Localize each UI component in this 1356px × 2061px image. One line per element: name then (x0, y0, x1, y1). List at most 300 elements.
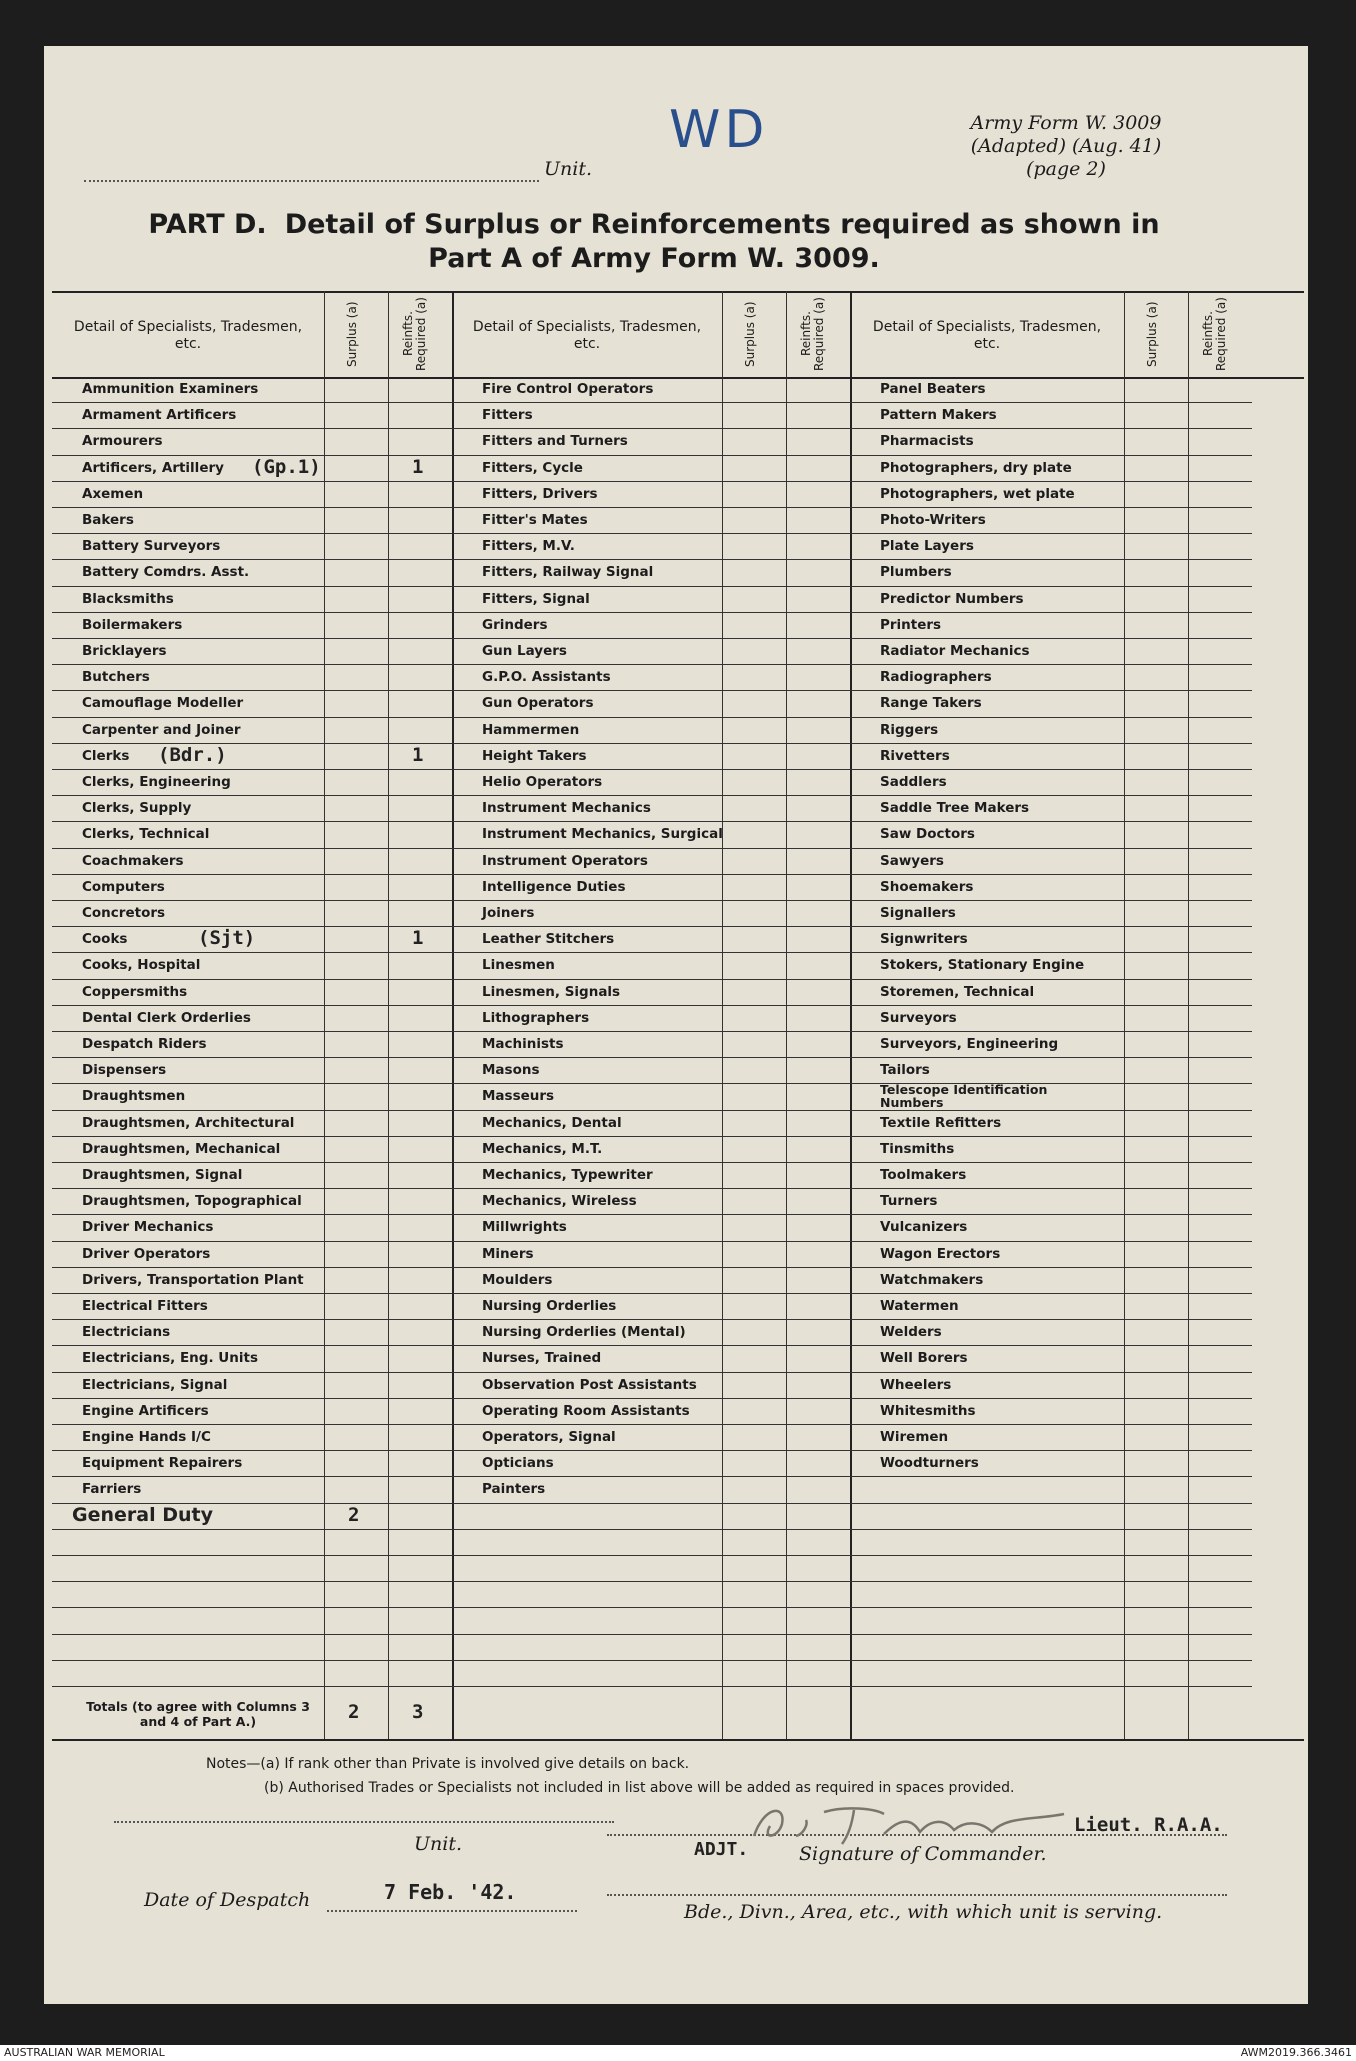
totals-reinfts: 3 (412, 1701, 424, 1723)
table-row (850, 1530, 1252, 1556)
table-row (452, 691, 850, 717)
table-row (452, 1530, 850, 1556)
totals-surplus: 2 (348, 1701, 360, 1723)
row-label: Saw Doctors (880, 826, 975, 843)
table-row (52, 1477, 452, 1503)
row-label: Photographers, wet plate (880, 485, 1075, 502)
table-bottom-rule (52, 1739, 1304, 1741)
row-label: Shoemakers (880, 878, 974, 895)
table-row (452, 1111, 850, 1137)
table-row (52, 1215, 452, 1241)
row-label: Bakers (82, 512, 134, 528)
row-label: Linesmen, Signals (482, 983, 621, 1000)
row-label: Panel Beaters (880, 381, 986, 397)
table-row (850, 613, 1252, 639)
row-label: Pattern Makers (880, 407, 997, 424)
row-label: Nurses, Trained (482, 1350, 602, 1367)
reinfts-value: 1 (412, 743, 424, 766)
row-label: Clerks, Engineering (82, 774, 231, 790)
adjt-stamp: ADJT. (694, 1839, 749, 1860)
row-label: Dispensers (82, 1062, 167, 1079)
unit-label: Unit. (544, 158, 593, 180)
row-label: Blacksmiths (82, 590, 174, 607)
table-row (452, 718, 850, 744)
row-label: Electricians, Signal (82, 1376, 228, 1393)
row-label: Grinders (482, 616, 548, 633)
table-row (452, 1451, 850, 1477)
row-label: Fitters, Railway Signal (482, 564, 654, 581)
row-label: Farriers (82, 1481, 142, 1498)
table-row (452, 1084, 850, 1110)
row-label: Fitter's Mates (482, 512, 588, 528)
row-label: Riggers (880, 721, 939, 738)
table-row (52, 1111, 452, 1137)
row-label: Electricians (82, 1324, 171, 1341)
table-row (52, 901, 452, 927)
table-row (850, 639, 1252, 665)
row-label: Surveyors, Engineering (880, 1036, 1059, 1052)
row-label: Storemen, Technical (880, 983, 1035, 1000)
table-row (850, 508, 1252, 534)
row-label: Watermen (880, 1298, 959, 1314)
footer-unit-label: Unit. (414, 1833, 463, 1855)
table-row (52, 456, 452, 482)
row-label: Signwriters (880, 931, 968, 948)
table-row (52, 1451, 452, 1477)
table-row (52, 1635, 452, 1661)
table-row (850, 403, 1252, 429)
date-label: Date of Despatch (144, 1889, 311, 1911)
detail-header: Detail of Specialists, Tradesmen, etc. (472, 319, 702, 352)
table-row (452, 403, 850, 429)
table-row (52, 639, 452, 665)
surplus-header: Surplus (a) (743, 301, 757, 367)
rank-note: (Bdr.) (158, 743, 227, 766)
table-row (452, 613, 850, 639)
table-row (52, 1084, 452, 1110)
row-label: Fire Control Operators (482, 381, 654, 397)
date-value: 7 Feb. '42. (384, 1880, 517, 1904)
row-label: Turners (880, 1193, 938, 1210)
row-label: Lithographers (482, 1009, 590, 1026)
row-label: Whitesmiths (880, 1402, 976, 1419)
table-row (452, 1582, 850, 1608)
table-row (52, 718, 452, 744)
form-ref-line: (page 2) (1026, 158, 1106, 180)
table-row (452, 1556, 850, 1582)
credit-bar (0, 2045, 1356, 2061)
table-row (850, 953, 1252, 979)
totals-label: Totals (to agree with Columns 3 and 4 of Part A.) (86, 1699, 310, 1729)
row-label: Fitters and Turners (482, 433, 628, 450)
title-line1: Detail of Surplus or Reinforcements required as shown in (284, 209, 1160, 240)
table-row (850, 1477, 1252, 1503)
row-label: Clerks (82, 747, 130, 764)
table-row (850, 1582, 1252, 1608)
table-row (452, 429, 850, 455)
table-row (850, 482, 1252, 508)
row-label: Mechanics, Dental (482, 1114, 622, 1131)
bde-label: Bde., Divn., Area, etc., with which unit is serving. (684, 1901, 1163, 1923)
row-label: Painters (482, 1481, 546, 1498)
table-row (52, 770, 452, 796)
table-row (850, 1189, 1252, 1215)
row-label: Fitters, Signal (482, 590, 590, 607)
table-row (452, 770, 850, 796)
table-row (452, 1608, 850, 1634)
row-label: Machinists (482, 1036, 564, 1052)
row-label: Photographers, dry plate (880, 459, 1072, 476)
form-ref-line: Army Form W. 3009 (970, 112, 1162, 134)
row-label: Instrument Mechanics (482, 800, 651, 817)
table-row (850, 849, 1252, 875)
form-page (44, 46, 1308, 2004)
row-label: Nursing Orderlies (Mental) (482, 1324, 686, 1341)
title-line2: Part A of Army Form W. 3009. (428, 243, 880, 274)
row-label: Wheelers (880, 1376, 952, 1393)
table-row (52, 953, 452, 979)
row-label: Tailors (880, 1062, 930, 1079)
row-label: Height Takers (482, 747, 587, 764)
row-label: Observation Post Assistants (482, 1376, 697, 1393)
reinfts-header: Reinfts. Required (a) (401, 297, 428, 371)
surplus-header: Surplus (a) (1145, 301, 1159, 367)
row-label: Plate Layers (880, 538, 974, 555)
table-row (850, 770, 1252, 796)
form-ref-line: (Adapted) (Aug. 41) (970, 135, 1162, 157)
table-row (52, 1530, 452, 1556)
row-label: Gun Layers (482, 643, 567, 659)
table-row (850, 1032, 1252, 1058)
row-label: Camouflage Modeller (82, 695, 244, 712)
row-label: Battery Comdrs. Asst. (82, 564, 250, 581)
table-row (52, 1242, 452, 1268)
row-label: Stokers, Stationary Engine (880, 957, 1085, 974)
table-row (52, 1582, 452, 1608)
table-row (850, 1084, 1252, 1110)
table-column-group (52, 291, 452, 1739)
table-column-group (850, 291, 1252, 1739)
table-row (452, 1189, 850, 1215)
table-row (452, 1477, 850, 1503)
row-label: Pharmacists (880, 433, 974, 450)
row-label: Carpenter and Joiner (82, 721, 241, 738)
row-label: Cooks, Hospital (82, 957, 201, 974)
row-label: Computers (82, 878, 165, 895)
table-row (452, 1346, 850, 1372)
table-row (452, 1661, 850, 1687)
row-label: Moulders (482, 1271, 553, 1288)
table-row (52, 744, 452, 770)
row-label: Predictor Numbers (880, 590, 1024, 607)
row-label: Printers (880, 616, 942, 633)
table-row (850, 901, 1252, 927)
table-row (52, 1189, 452, 1215)
row-label: General Duty (72, 1503, 213, 1526)
table-row (850, 796, 1252, 822)
row-label: Instrument Operators (482, 852, 648, 869)
table-row (850, 1163, 1252, 1189)
reinfts-header: Reinfts. Required (a) (799, 297, 826, 371)
row-label: Radiator Mechanics (880, 643, 1030, 659)
row-label: Telescope Identification Numbers (880, 1082, 1048, 1111)
row-label: Draughtsmen, Architectural (82, 1114, 295, 1131)
table-row (52, 508, 452, 534)
row-label: Ammunition Examiners (82, 381, 259, 397)
detail-header: Detail of Specialists, Tradesmen, etc. (73, 319, 303, 352)
row-label: Radiographers (880, 669, 992, 686)
row-label: Armament Artificers (82, 407, 237, 424)
table-row (850, 1608, 1252, 1634)
table-row (52, 1399, 452, 1425)
rank-note: (Gp.1) (252, 455, 321, 478)
row-label: Rivetters (880, 747, 950, 764)
table-row (452, 1006, 850, 1032)
title-part: PART D. (148, 209, 267, 240)
table-row (850, 1058, 1252, 1084)
row-label: Driver Operators (82, 1245, 211, 1262)
row-label: Miners (482, 1245, 534, 1262)
row-label: Opticians (482, 1455, 554, 1472)
note-b: (b) Authorised Trades or Specialists not included in list above will be added as required in spaces provided. (264, 1780, 1015, 1796)
table-row (850, 691, 1252, 717)
row-label: Helio Operators (482, 774, 603, 790)
row-label: Axemen (82, 485, 144, 502)
table-column-group (452, 291, 850, 1739)
table-row (52, 1373, 452, 1399)
table-row (52, 665, 452, 691)
row-label: Boilermakers (82, 616, 183, 633)
table-row (850, 1268, 1252, 1294)
row-label: Joiners (482, 905, 535, 921)
table-row (850, 534, 1252, 560)
row-label: Signallers (880, 905, 956, 921)
table-row (452, 927, 850, 953)
rank-note: (Sjt) (198, 927, 256, 950)
row-label: Masseurs (482, 1088, 555, 1105)
table-row (52, 1556, 452, 1582)
table-row (850, 1425, 1252, 1451)
row-label: Leather Stitchers (482, 931, 615, 948)
row-label: Electrical Fitters (82, 1298, 208, 1314)
table-row (452, 1373, 850, 1399)
detail-header: Detail of Specialists, Tradesmen, etc. (872, 319, 1102, 352)
table-row (850, 456, 1252, 482)
row-label: Clerks, Supply (82, 800, 192, 817)
table-row (452, 1268, 850, 1294)
table-row (452, 1137, 850, 1163)
table-row (52, 1504, 452, 1530)
table-row (850, 1504, 1252, 1530)
table-row (452, 560, 850, 586)
table-row (452, 377, 850, 403)
table-row (850, 718, 1252, 744)
table-row (850, 927, 1252, 953)
row-label: Dental Clerk Orderlies (82, 1009, 251, 1026)
table-row (52, 1058, 452, 1084)
table-row (52, 1608, 452, 1634)
table-row (850, 1006, 1252, 1032)
unit-field[interactable] (84, 156, 539, 182)
table-row (452, 1163, 850, 1189)
table-row (52, 560, 452, 586)
row-label: Saddlers (880, 774, 947, 790)
reinfts-value: 1 (412, 455, 424, 478)
row-label: Intelligence Duties (482, 878, 626, 895)
credit-right: AWM2019.366.3461 (1240, 2046, 1352, 2059)
row-label: Vulcanizers (880, 1219, 968, 1236)
credit-left: AUSTRALIAN WAR MEMORIAL (4, 2046, 165, 2059)
row-label: Armourers (82, 433, 163, 450)
table-row (452, 1425, 850, 1451)
table-row (52, 1006, 452, 1032)
table-row (850, 744, 1252, 770)
table-row (452, 1399, 850, 1425)
row-label: Well Borers (880, 1350, 968, 1367)
table-row (850, 1635, 1252, 1661)
row-label: Draughtsmen, Topographical (82, 1193, 302, 1210)
row-label: Driver Mechanics (82, 1219, 214, 1236)
handwritten-mark: WD (669, 100, 769, 160)
table-row (850, 665, 1252, 691)
reinfts-header: Reinfts. Required (a) (1201, 297, 1228, 371)
table-row (452, 822, 850, 848)
bde-field[interactable] (607, 1894, 1227, 1896)
table-row (452, 980, 850, 1006)
row-label: Wiremen (880, 1429, 949, 1445)
row-label: Concretors (82, 905, 166, 921)
table-row (850, 1215, 1252, 1241)
row-label: G.P.O. Assistants (482, 669, 611, 686)
table-row (452, 1215, 850, 1241)
row-label: Surveyors (880, 1009, 957, 1026)
table-row (52, 822, 452, 848)
table-row (52, 691, 452, 717)
row-label: Fitters, Cycle (482, 459, 583, 476)
table-row (850, 429, 1252, 455)
row-label: Instrument Mechanics, Surgical (482, 826, 723, 843)
row-label: Operating Room Assistants (482, 1402, 690, 1419)
table-row (452, 901, 850, 927)
row-label: Fitters, Drivers (482, 485, 598, 502)
row-label: Equipment Repairers (82, 1455, 243, 1472)
table-row (850, 1294, 1252, 1320)
row-label: Mechanics, Typewriter (482, 1167, 653, 1183)
table-row (52, 849, 452, 875)
row-label: Photo-Writers (880, 512, 986, 528)
row-label: Hammermen (482, 721, 580, 738)
row-label: Draughtsmen (82, 1088, 186, 1105)
table-row (452, 875, 850, 901)
table-row (52, 429, 452, 455)
table-row (452, 1294, 850, 1320)
row-label: Tinsmiths (880, 1140, 955, 1157)
row-label: Watchmakers (880, 1271, 984, 1288)
table-row (52, 875, 452, 901)
row-label: Artificers, Artillery (82, 459, 224, 476)
table-row (850, 1373, 1252, 1399)
table-row (452, 1242, 850, 1268)
row-label: Cooks (82, 931, 128, 948)
table-row (850, 1346, 1252, 1372)
row-label: Battery Surveyors (82, 538, 221, 555)
row-label: Mechanics, M.T. (482, 1140, 603, 1157)
row-label: Drivers, Transportation Plant (82, 1271, 304, 1288)
table-row (850, 1661, 1252, 1687)
table-row (850, 1399, 1252, 1425)
row-label: Electricians, Eng. Units (82, 1350, 258, 1367)
page-title (104, 208, 1204, 276)
table-row (452, 587, 850, 613)
table-row (452, 534, 850, 560)
table-row (52, 377, 452, 403)
row-label: Bricklayers (82, 643, 167, 659)
table-row (850, 1556, 1252, 1582)
table-row (452, 953, 850, 979)
form-reference (936, 112, 1196, 181)
row-label: Fitters, M.V. (482, 538, 575, 555)
row-label: Mechanics, Wireless (482, 1193, 637, 1210)
table-row (850, 377, 1252, 403)
table-row (452, 1032, 850, 1058)
unit-footer-field[interactable] (114, 1821, 614, 1823)
row-label: Plumbers (880, 564, 952, 581)
table-row (452, 508, 850, 534)
row-label: Operators, Signal (482, 1429, 616, 1445)
table-row (452, 744, 850, 770)
table-row (452, 639, 850, 665)
surplus-header: Surplus (a) (345, 301, 359, 367)
table-row (850, 1137, 1252, 1163)
row-label: Engine Artificers (82, 1402, 209, 1419)
row-label: Woodturners (880, 1455, 979, 1472)
table-row (850, 1111, 1252, 1137)
row-label: Range Takers (880, 695, 982, 712)
table-row (52, 927, 452, 953)
table-row (52, 1032, 452, 1058)
table-row (52, 1425, 452, 1451)
table-row (850, 587, 1252, 613)
table-row (452, 1320, 850, 1346)
row-label: Draughtsmen, Mechanical (82, 1140, 281, 1157)
rank-stamp: Lieut. R.A.A. (1074, 1814, 1223, 1836)
table-row (452, 1635, 850, 1661)
row-label: Gun Operators (482, 695, 594, 712)
table-row (850, 980, 1252, 1006)
table-row (52, 1268, 452, 1294)
row-label: Masons (482, 1062, 540, 1079)
table-row (452, 796, 850, 822)
row-label: Saddle Tree Makers (880, 800, 1030, 817)
row-label: Coachmakers (82, 852, 184, 869)
table-row (52, 1163, 452, 1189)
reinfts-value: 1 (412, 927, 424, 950)
table-row (850, 560, 1252, 586)
table-row (52, 403, 452, 429)
row-label: Millwrights (482, 1219, 567, 1236)
table-row (452, 1504, 850, 1530)
table-row (452, 1058, 850, 1084)
row-label: Butchers (82, 669, 150, 686)
row-label: Textile Refitters (880, 1114, 1002, 1131)
row-label: Sawyers (880, 852, 944, 869)
row-label: Linesmen (482, 957, 555, 974)
row-label: Clerks, Technical (82, 826, 210, 843)
table-row (850, 1242, 1252, 1268)
table-row (52, 482, 452, 508)
row-label: Despatch Riders (82, 1036, 207, 1052)
row-label: Engine Hands I/C (82, 1429, 211, 1445)
